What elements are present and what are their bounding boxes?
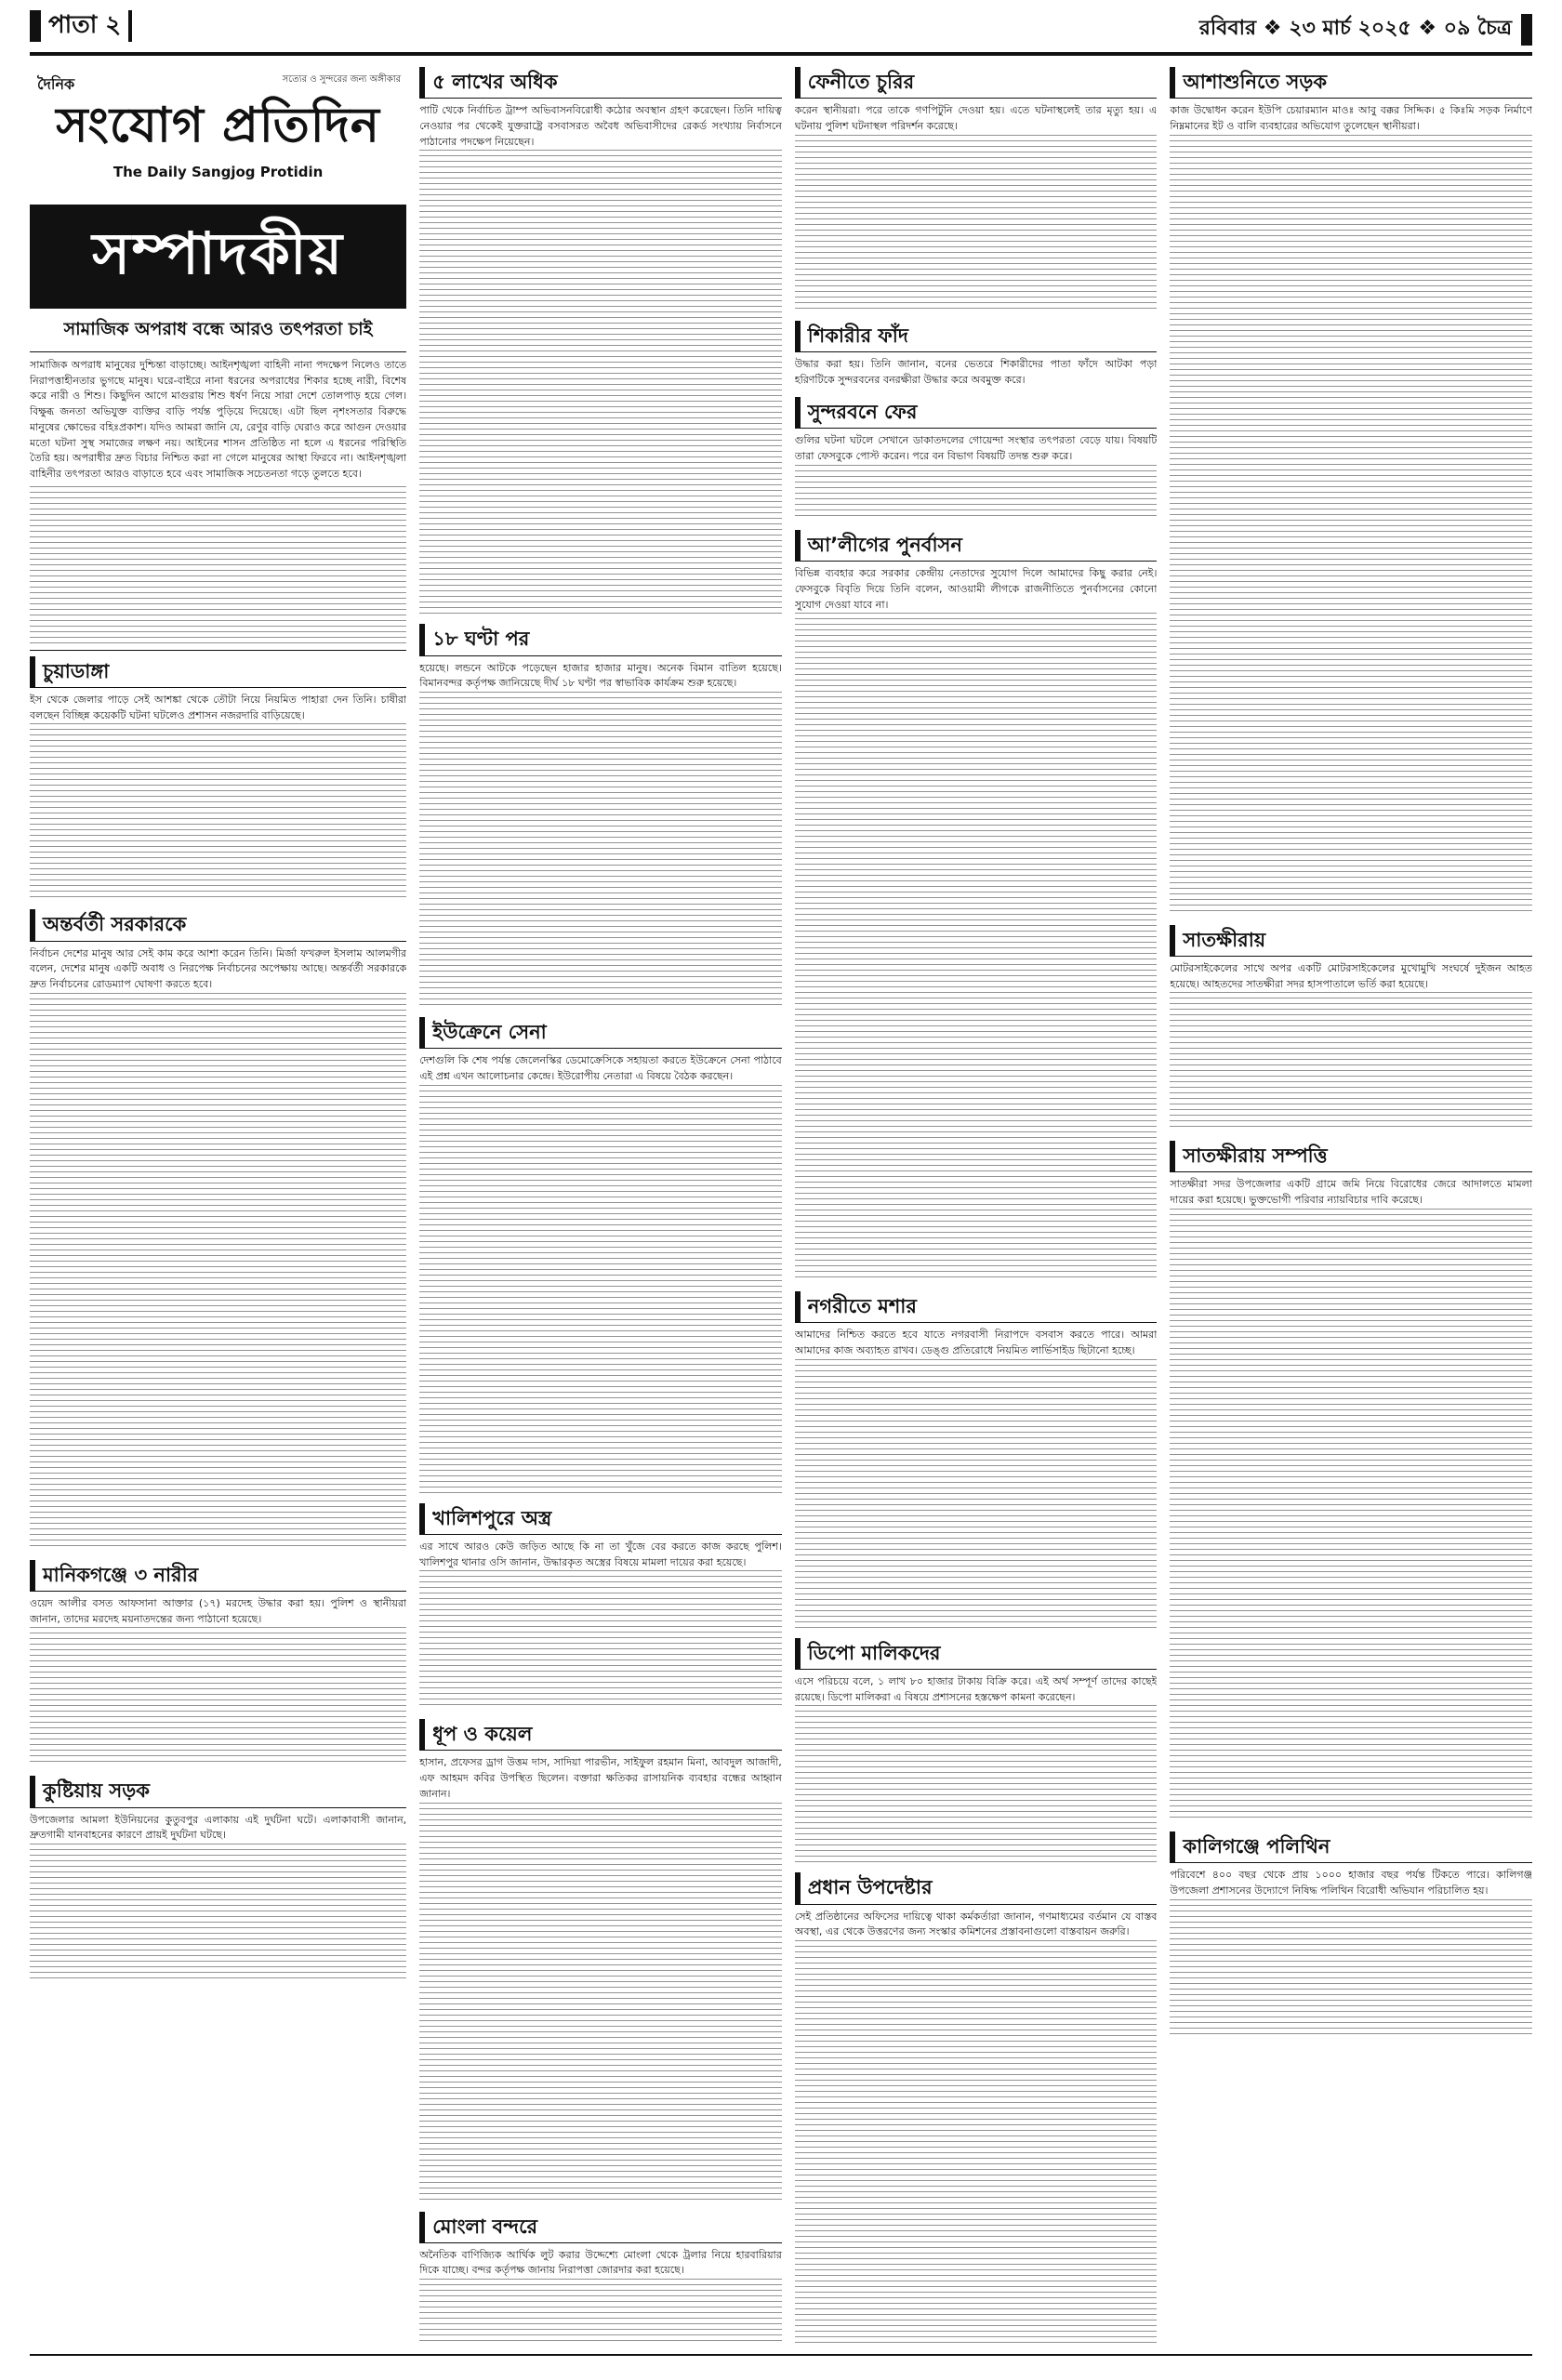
article-body: হাসান, প্রফেসর ড্রাগ উত্তম দাস, সাদিয়া পারভীন, সাইফুল রহমান মিনা, আবদুল আজাদী, এফ আহমদ কবির উপস্থিত ছিলেন। বক্তারা ক্ষতিকর রাসায়নিক ব্যবহার বন্ধের আহ্বান জানান। (419, 1756, 782, 1800)
article-body-continued (419, 692, 782, 1008)
article-body-continued (795, 1359, 1158, 1629)
article-body-continued (419, 150, 782, 615)
article-body: ওয়েদ আলীর বসত আফসানা আক্তার (১৭) মরদেহ উদ্ধার করা হয়। পুলিশ ও স্থানীয়রা জানান, তাদের মরদেহ ময়নাতদন্তের জন্য পাঠানো হয়েছে। (30, 1596, 407, 1625)
date-line (1199, 12, 1532, 52)
article-body: উপজেলার আমলা ইউনিয়নের কুতুবপুর এলাকায় এই দুর্ঘটনা ঘটে। এলাকাবাসী জানান, দ্রুতগামী যানবাহনের কারণে প্রায়ই দুর্ঘটনা ঘটছে। (30, 1813, 407, 1842)
article-body: দেশগুলি কি শেষ পর্যন্ত জেলেনস্কির ডেমোক্রেসিকে সহায়তা করতে ইউক্রেনে সেনা পাঠাবে এই প্রশ্ন এখন আলোচনার কেন্দ্রে। ইউরোপীয় নেতারা এ বিষয়ে বৈঠক করছেন। (419, 1054, 782, 1082)
article-coil (419, 1719, 782, 2202)
article-title: ১৮ ঘণ্টা পর (419, 624, 782, 655)
article-title: চুয়াডাঙ্গা (30, 656, 406, 688)
article-18-hours (419, 624, 782, 1008)
article-awami-league (795, 530, 1158, 1282)
article-body: আমাদের নিশ্চিত করতে হবে যাতে নগরবাসী নিরাপদে বসবাস করতে পারে। আমরা আমাদের কাজ অব্যাহত রাখব। ডেঙ্গু প্রতিরোধে নিয়মিত লার্ভিসাইড ছিটানো হচ্ছে। (794, 1329, 1158, 1357)
article-title: আশাশুনিতে সড়ক (1170, 67, 1532, 99)
masthead-subtitle: The Daily Sangjog Protidin (113, 164, 324, 180)
article-khalishpur (419, 1503, 782, 1711)
date-label: রবিবার ❖ ২৩ মার্চ ২০২৫ ❖ ০৯ চৈত্র (1198, 17, 1512, 40)
article-body: এর সাথে আরও কেউ জড়িত আছে কি না তা খুঁজে বের করতে কাজ করছে পুলিশ। খালিশপুর থানার ওসি জানান, উদ্ধারকৃত অস্ত্রের বিষয়ে মামলা দায়ের করা হয়েছে। (419, 1540, 782, 1568)
page-header (30, 7, 1532, 56)
footer-rule (30, 2354, 1532, 2356)
article-body-continued (795, 613, 1158, 1282)
article-title: সাতক্ষীরায় (1170, 925, 1532, 957)
article-title: নগরীতে মশার (795, 1291, 1158, 1323)
article-kushtia (30, 1776, 406, 1983)
article-body: ইস থেকে জেলার পাড়ে সেই আশঙ্কা থেকে তৌটা নিয়ে নিয়মিত পাহারা দেন তিনি। চাষীরা বলছেন বিচ্ছিন্ন কয়েকটি ঘটনা ঘটলেও প্রশাসন নজরদারি বাড়িয়েছে। (30, 693, 407, 721)
article-body: কাজ উদ্বোধন করেন ইউপি চেয়ারম্যান মাওঃ আবু বক্কর সিদ্দিক। ৫ কিঃমি সড়ক নির্মাণে নিম্নমানের ইট ও বালি ব্যবহারের অভিযোগ তুলেছেন স্থানীয়রা। (1170, 104, 1533, 132)
article-kaliganj (1170, 1831, 1532, 2039)
editorial-headline: সামাজিক অপরাধ বন্ধে আরও তৎপরতা চাই (30, 309, 406, 352)
column-2 (419, 67, 782, 2343)
masthead (30, 67, 406, 206)
article-body: হয়েছে। লন্ডনে আটকে পড়েছেন হাজার হাজার মানুষ। অনেক বিমান বাতিল হয়েছে। বিমানবন্দর কর্তৃপক্ষ জানিয়েছে দীর্ঘ ১৮ ঘণ্টা পর স্বাভাবিক কার্যক্রম শুরু হয়েছে। (419, 661, 782, 690)
article-title: ডিপো মালিকদের (795, 1638, 1158, 1670)
article-title: কুষ্টিয়ায় সড়ক (30, 1776, 406, 1807)
article-body-continued (1170, 135, 1532, 916)
article-title: সুন্দরবনে ফের (795, 397, 1158, 429)
article-body-continued (1170, 1899, 1532, 2039)
article-body-continued (1170, 992, 1532, 1131)
article-body-continued (30, 993, 406, 1551)
article-body: অনৈতিক বাণিজ্যিক আর্থিক লুট করার উদ্দেশ্যে মোংলা থেকে ট্রলার নিয়ে হারবারিয়ার দিকে যাচ্ছে। বন্দর কর্তৃপক্ষ জানায় নিরাপত্তা জোরদার করা হয়েছে। (419, 2248, 782, 2277)
header-bar-icon (1521, 14, 1532, 46)
article-title: ধূপ ও কয়েল (419, 1719, 782, 1751)
masthead-title: সংযোগ প্রতিদিন (56, 97, 380, 153)
article-title: ইউক্রেনে সেনা (419, 1017, 782, 1049)
editorial-banner (30, 206, 406, 309)
header-bar-icon (30, 10, 41, 42)
article-sundarbans (795, 397, 1158, 521)
article-body: এসে পরিচয়ে বলে, ১ লাখ ৮০ হাজার টাকায় বিক্রি করে। এই অর্থ সম্পূর্ণ তাদের কাছেই রয়েছে। ডিপো মালিকরা এ বিষয়ে প্রশাসনের হস্তক্ষেপ কামনা করেছেন। (794, 1675, 1158, 1703)
article-title: মোংলা বন্দরে (419, 2212, 782, 2243)
article-depot-owners (795, 1638, 1158, 1864)
article-body: করেন স্থানীয়রা। পরে তাকে গণপিটুনি দেওয়া হয়। এতে ঘটনাস্থলেই তার মৃত্যু হয়। এ ঘটনায় পুলিশ ঘটনাস্থল পরিদর্শন করেছে। (794, 104, 1158, 132)
article-satkhira-property (1170, 1141, 1532, 1822)
article-title: মানিকগঞ্জে ৩ নারীর (30, 1560, 406, 1592)
article-title: অন্তর্বর্তী সরকারকে (30, 909, 406, 941)
masthead-daily: দৈনিক (37, 75, 75, 93)
article-body: পাটি থেকে নির্বাচিত ট্রাম্প অভিবাসনবিরোধী কঠোর অবস্থান গ্রহণ করেছেন। তিনি দায়িত্ব নেওয়ার পর থেকেই যুক্তরাষ্ট্রে বসবাসরত অবৈধ অভিবাসীদের রেকর্ড সংখ্যায় নির্বাসনে পাঠানোর পদক্ষেপ নিয়েছেন। (419, 104, 782, 148)
editorial-label: সম্পাদকীয় (92, 218, 345, 287)
column-1 (30, 67, 406, 2343)
page-number-label: পাতা ২ (48, 11, 122, 39)
article-body-continued (30, 1844, 406, 1983)
article-body: গুলির ঘটনা ঘটলে সেখানে ডাকাতদলের গোয়েন্দা সংস্থার তৎপরতা বেড়ে যায়। বিষয়টি তারা ফেসবুকে পোস্ট করেন। পরে বন বিভাগ বিষয়টি তদন্ত শুরু করে। (794, 434, 1158, 463)
article-mosquito (795, 1291, 1158, 1629)
article-hunter-trap (795, 321, 1158, 389)
header-bar-icon (128, 10, 132, 42)
article-body: সেই প্রতিষ্ঠানের অফিসের দায়িত্বে থাকা কর্মকর্তারা জানান, গণমাধ্যমের বর্তমান যে বাস্তব অবস্থা, এর থেকে উত্তরণের জন্য সংস্কার কমিশনের প্রস্তাবনাগুলো বাস্তবায়ন জরুরি। (794, 1910, 1158, 1938)
article-mongla (419, 2212, 782, 2343)
article-body-continued (795, 1940, 1158, 2343)
editorial-body: সামাজিক অপরাধ মানুষের দুশ্চিন্তা বাড়াচ্ছে। আইনশৃঙ্খলা বাহিনী নানা পদক্ষেপ নিলেও তাতে নিরাপত্তাহীনতার ভুগছে মানুষ। ঘরে-বাইরে নানা ধরনের অপরাধের শিকার হচ্ছে নারী, বিশেষ করে নারী ও শিশু। কিছুদিন আগে মাগুরায় শিশু ধর্ষণ নিয়ে সারা দেশে তোলপাড় হয়ে গেল। বিক্ষুব্ধ জনতা অভিযুক্ত ব্যক্তির বাড়ি পর্যন্ত পুড়িয়ে দিয়েছে। এটা ছিল নৃশংসতার বিরুদ্ধে মানুষের ক্ষোভের বহিঃপ্রকাশ। যদিও আমরা জানি যে, রেণুর বাড়ি ঘেরাও করে আগুন দেওয়ার মতো ঘটনা সুস্থ সমাজের লক্ষণ নয়। আইনের শাসন প্রতিষ্ঠিত না হলে এ ধরনের পরিস্থিতি তৈরি হয়। অপরাধীর দ্রুত বিচার নিশ্চিত করা না গেলে মানুষের আস্থা ফিরবে না। আইনশৃঙ্খলা বাহিনীর তৎপরতা আরও বাড়াতে হবে এবং সামাজিক সচেতনতা গড়ে তুলতে হবে। (30, 359, 407, 481)
article-title: শিকারীর ফাঁদ (795, 321, 1158, 352)
article-body-continued (1170, 1209, 1532, 1822)
article-chief-adviser (795, 1872, 1158, 2343)
article-body-continued (419, 1803, 782, 2202)
article-feni (795, 67, 1158, 311)
article-body-continued (419, 2279, 782, 2343)
article-body-continued (30, 723, 406, 900)
article-body: পরিবেশে ৪০০ বছর থেকে প্রায় ১০০০ হাজার বছর পর্যন্ত টিকতে পারে। কালিগঞ্জ উপজেলা প্রশাসনের উদ্যোগে নিষিদ্ধ পলিথিন বিরোধী অভিযান পরিচালিত হয়। (1170, 1869, 1533, 1897)
article-body-continued (795, 1705, 1158, 1863)
article-title: ৫ লাখের অধিক (419, 67, 782, 99)
divider (30, 650, 406, 651)
page-number (30, 6, 132, 52)
article-body: নির্বাচন দেশের মানুষ আর সেই কাম করে আশা করেন তিনি। মির্জা ফখরুল ইসলাম আলমগীর বলেন, দেশের মানুষ একটি অবাধ ও নিরপেক্ষ নির্বাচনের অপেক্ষায় আছে। অন্তর্বর্তী সরকারকে দ্রুত নির্বাচনের রোডম্যাপ ঘোষণা করতে হবে। (30, 946, 407, 990)
editorial-body-continued (30, 486, 406, 644)
article-body-continued (795, 465, 1158, 521)
article-body-continued (419, 1570, 782, 1710)
article-ashashuni (1170, 67, 1532, 916)
article-body: মোটরসাইকেলের সাথে অপর একটি মোটরসাইকেলের মুখোমুখি সংঘর্ষে দুইজন আহত হয়েছে। আহতদের সাতক্ষীরা সদর হাসপাতালে ভর্তি করা হয়েছে। (1170, 961, 1533, 990)
article-ukraine (419, 1017, 782, 1494)
column-3 (795, 67, 1158, 2343)
article-title: সাতক্ষীরায় সম্পত্তি (1170, 1141, 1532, 1172)
article-interim-govt (30, 909, 406, 1550)
article-body-continued (795, 135, 1158, 311)
article-body: বিভিন্ন ব্যবহার করে সরকার কেন্দ্রীয় নেতাদের সুযোগ দিলে আমাদের কিছু করার নেই। ফেসবুকে বিবৃতি দিয়ে তিনি বলেন, আওয়ামী লীগকে রাজনীতিতে পুনর্বাসনের কোনো সুযোগ দেওয়া যাবে না। (794, 567, 1158, 611)
article-body-continued (419, 1085, 782, 1494)
article-manikganj (30, 1560, 406, 1767)
article-title: খালিশপুরে অস্ত্র (419, 1503, 782, 1535)
column-4 (1170, 67, 1532, 2343)
article-title: কালিগঞ্জে পলিথিন (1170, 1831, 1532, 1863)
article-title: ফেনীতে চুরির (795, 67, 1158, 99)
article-body: উদ্ধার করা হয়। তিনি জানান, বনের ভেতরে শিকারীদের পাতা ফাঁদে আটকা পড়া হরিণটিকে সুন্দরবনের বনরক্ষীরা উদ্ধার করে অবমুক্ত করে। (794, 357, 1158, 386)
article-five-lakh (419, 67, 782, 615)
article-title: আ’লীগের পুনর্বাসন (795, 530, 1158, 562)
article-chuadanga (30, 656, 406, 901)
article-body: সাতক্ষীরা সদর উপজেলার একটি গ্রামে জমি নিয়ে বিরোধের জেরে আদালতে মামলা দায়ের করা হয়েছে। ভুক্তভোগী পরিবার ন্যায়বিচার দাবি করেছে। (1170, 1178, 1533, 1207)
article-satkhira (1170, 925, 1532, 1132)
article-title: প্রধান উপদেষ্টার (795, 1872, 1158, 1904)
article-body-continued (30, 1627, 406, 1766)
masthead-tagline: সত্যের ও সুন্দরের জন্য অঙ্গীকার (282, 74, 402, 85)
